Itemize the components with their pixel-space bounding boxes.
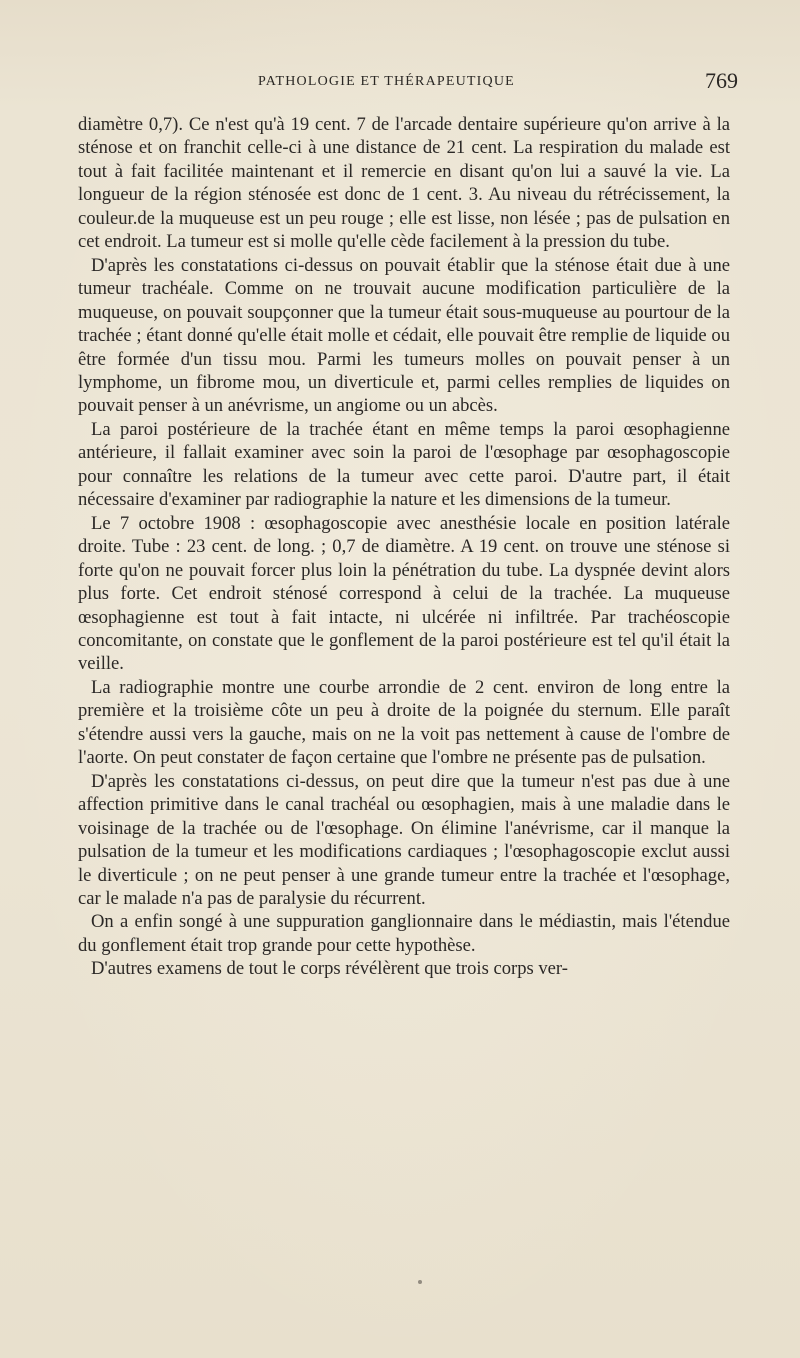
paragraph-suppuration: On a enfin songé à une suppuration ganglionnaire dans le médiastin, mais l'étendue du gonflement était trop grande pour cette hypothèse. [78,911,730,956]
paragraph-posterior-wall: La paroi postérieure de la trachée étant en même temps la paroi œsophagienne antérieure, il fallait examiner avec soin la paroi de l'œsophage par œsophagoscopie pour connaître les relations de la tumeur avec cette paroi. D'autre part, il était nécessaire d'examiner par radiographie la nature et les dimensions de la tumeur. [78,418,730,511]
paragraph-differential: D'après les constatations ci-dessus, on peut dire que la tumeur n'est pas due à une affection primitive dans le canal trachéal ou œsophagien, mais à une maladie dans le voisinage de la trachée ou de l'œsophage. On élimine l'anévrisme, car il manque la pulsation de la tumeur et les modifications cardiaques ; l'œsophagoscopie exclut aussi le diverticule ; on ne peut penser à une grande tumeur entre la trachée et l'œsophage, car le malade n'a pas de paralysie du récurrent. [78,770,730,909]
page-number: 769 [705,68,738,93]
running-title: PATHOLOGIE ET THÉRAPEUTIQUE [258,74,515,89]
paragraph-continuation: diamètre 0,7). Ce n'est qu'à 19 cent. 7 de l'arcade dentaire supérieure qu'on arrive à la sténose et on franchit celle-ci à une distance de 21 cent. La respiration du malade est tout à fait facilitée maintenant et il remercie en disant qu'on lui a sauvé la vie. La longueur de la région sténosée est donc de 1 cent. 3. Au niveau du rétrécissement, la couleur.de la muqueuse est un peu rouge ; elle est lisse, non lésée ; pas de pulsation en cet endroit. La tumeur est si molle qu'elle cède facilement à la pression du tube. [78,114,730,253]
paragraph-other-exams: D'autres examens de tout le corps révélèrent que trois corps ver- [91,958,568,980]
paragraph-radiography: La radiographie montre une courbe arrondie de 2 cent. environ de long entre la première et la troisième côte un peu à droite de la poignée du sternum. Elle paraît s'étendre aussi vers la gauche, mais on ne la voit pas nettement à cause de l'ombre de l'aorte. On peut constater de façon certaine que l'ombre ne présente pas de pulsation. [78,676,730,769]
body-text [78,113,730,981]
paragraph-diagnosis: D'après les constatations ci-dessus on pouvait établir que la sténose était due à une tumeur trachéale. Comme on ne trouvait aucune modification particulière de la muqueuse, on pouvait soupçonner que la tumeur était sous-muqueuse au pourtour de la trachée ; étant donné qu'elle était molle et cédait, elle pouvait être remplie de liquide ou être formée d'un tissu mou. Parmi les tumeurs molles on pouvait penser à un lymphome, un fibrome mou, un diverticule et, parmi celles remplies de liquides on pouvait penser à un anévrisme, un angiome ou un abcès. [78,254,730,417]
paragraph-oesophagoscopy: Le 7 octobre 1908 : œsophagoscopie avec anesthésie locale en position latérale droite. Tube : 23 cent. de long. ; 0,7 de diamètre. A 19 cent. on trouve une sténose si forte qu'on ne pouvait forcer plus loin la pénétration du tube. La dyspnée devint alors plus forte. Cet endroit sténosé correspond à celui de la trachée. La muqueuse œsophagienne est tout à fait intacte, ni ulcérée ni infiltrée. Par trachéoscopie concomitante, on constate que le gonflement de la paroi postérieure est tel qu'il était la veille. [78,512,730,675]
ink-speck [418,1280,422,1284]
